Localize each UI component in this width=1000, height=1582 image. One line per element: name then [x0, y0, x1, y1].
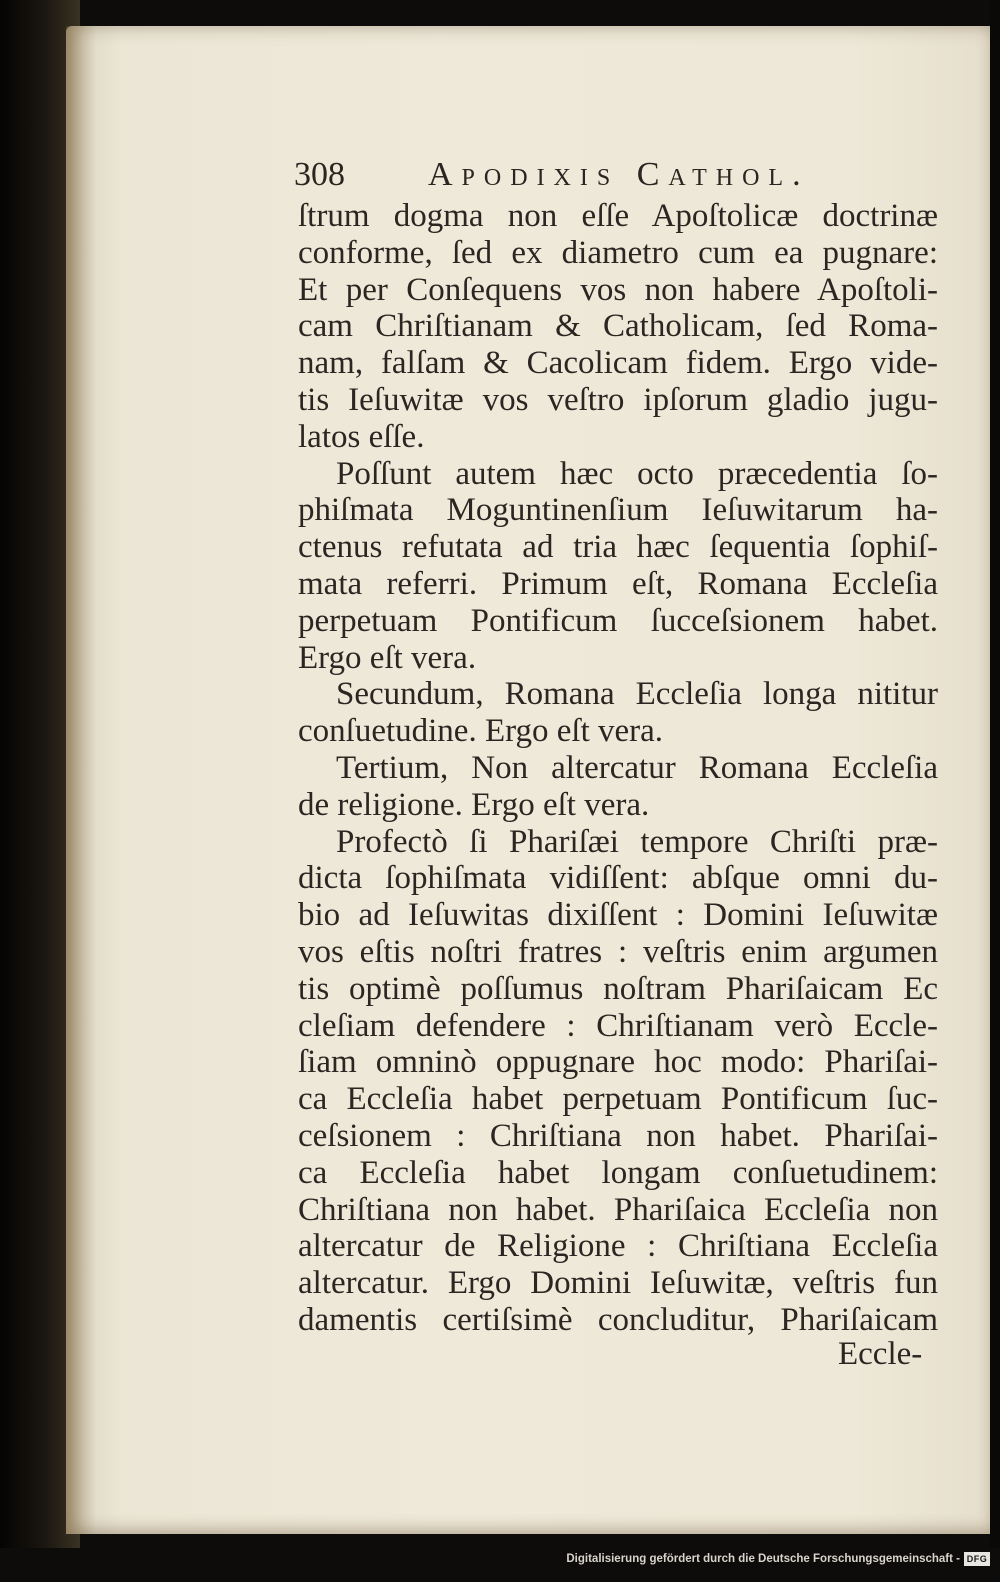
- text-line: Et per Conſequens vos non habere Apoſtoli-: [298, 271, 938, 308]
- digitization-credit: Digitalisierung gefördert durch die Deutsche Forschungsgemeinschaft -: [566, 1553, 960, 1565]
- page-gutter-shading: [66, 26, 96, 1534]
- text-line: cleſiam defendere : Chriſtianam verò Eccle-: [298, 1007, 938, 1044]
- text-line: nam, falſam & Cacolicam fidem. Ergo vide-: [298, 345, 938, 382]
- right-edge-strip: [990, 0, 1000, 1582]
- text-line: conſuetudine. Ergo eſt vera.: [298, 713, 664, 750]
- text-line: ſiam omninò oppugnare hoc modo: Phariſai-: [298, 1044, 938, 1081]
- text-line: ceſsionem : Chriſtiana non habet. Phariſai-: [298, 1117, 938, 1154]
- text-line: dicta ſophiſmata vidiſſent: abſque omni du-: [298, 860, 938, 897]
- text-line: latos eſſe.: [298, 418, 425, 455]
- text-line: ſtrum dogma non eſſe Apoſtolicæ doctrinæ: [298, 198, 938, 234]
- text-line: damentis certiſsimè concluditur, Phariſaicam: [298, 1301, 938, 1338]
- text-line: Secundum, Romana Eccleſia longa nititur: [336, 676, 938, 713]
- text-line: tis Ieſuwitæ vos veſtro ipſorum gladio jugu-: [298, 381, 938, 418]
- text-line: de religione. Ergo eſt vera.: [298, 786, 650, 823]
- text-line: perpetuam Pontificum ſucceſsionem habet.: [298, 602, 938, 639]
- text-line: bio ad Ieſuwitas dixiſſent : Domini Ieſuwitæ: [298, 897, 938, 934]
- body-text: [298, 198, 938, 1339]
- running-head: [294, 156, 854, 196]
- dfg-logo-icon: DFG: [964, 1552, 990, 1566]
- text-line: mata referri. Primum eſt, Romana Eccleſia: [298, 565, 938, 602]
- text-line: tis optimè poſſumus noſtram Phariſaicam Ec: [298, 970, 938, 1007]
- text-line: ca Eccleſia habet longam conſuetudinem:: [298, 1154, 938, 1191]
- text-line: Profectò ſi Phariſæi tempore Chriſti præ-: [336, 823, 938, 860]
- text-line: Tertium, Non altercatur Romana Eccleſia: [336, 749, 938, 786]
- text-line: Ergo eſt vera.: [298, 639, 477, 676]
- text-line: ctenus refutata ad tria hæc ſequentia ſophiſ-: [298, 529, 938, 566]
- text-line: Poſſunt autem hæc octo præcedentia ſo-: [336, 455, 938, 492]
- text-line: phiſmata Moguntinenſium Ieſuwitarum ha-: [298, 492, 938, 529]
- text-line: conforme, ſed ex diametro cum ea pugnare:: [298, 234, 938, 271]
- running-head-title: Apodixis Cathol.: [428, 156, 810, 193]
- text-line: vos eſtis noſtri fratres : veſtris enim argumen: [298, 933, 938, 970]
- text-line: Chriſtiana non habet. Phariſaica Eccleſia non: [298, 1191, 938, 1228]
- text-line: altercatur. Ergo Domini Ieſuwitæ, veſtris fun: [298, 1265, 938, 1302]
- text-line: ca Eccleſia habet perpetuam Pontificum ſuc-: [298, 1081, 938, 1118]
- page-number: 308: [294, 156, 345, 193]
- text-line: altercatur de Religione : Chriſtiana Eccleſia: [298, 1228, 938, 1265]
- text-line: cam Chriſtianam & Catholicam, ſed Roma-: [298, 308, 938, 345]
- catchword: Eccle-: [838, 1336, 923, 1372]
